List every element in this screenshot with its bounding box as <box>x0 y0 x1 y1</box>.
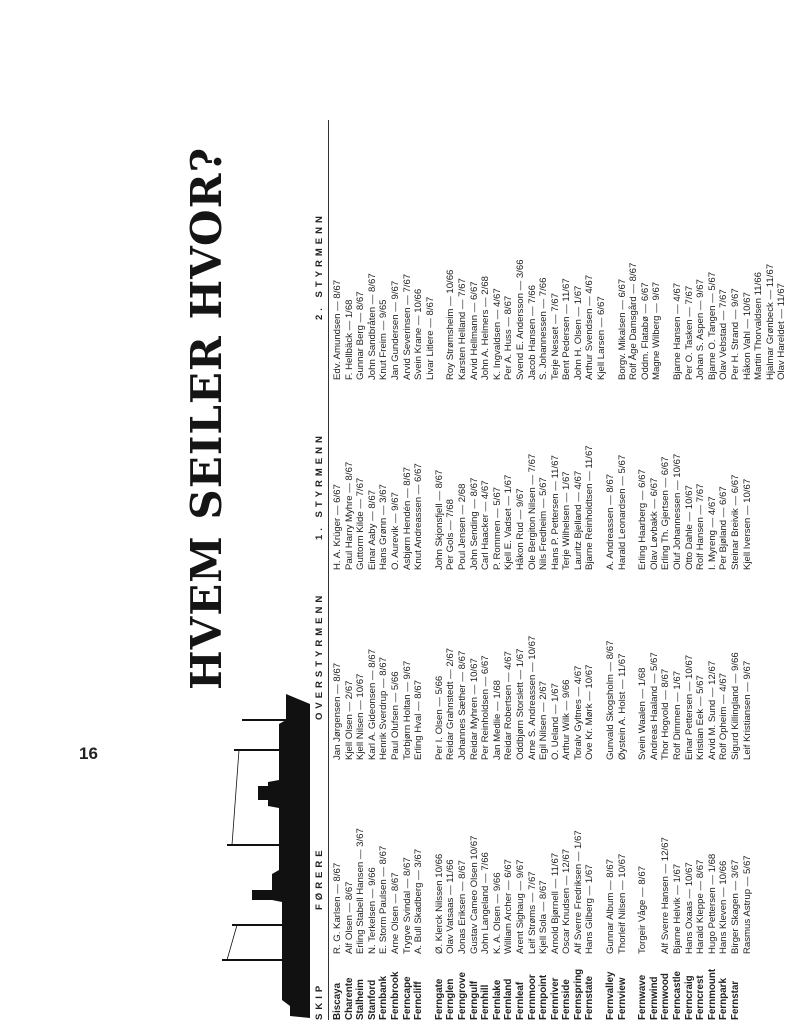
styrmenn2-entry: Terje Nesset — 7/67 <box>549 293 561 380</box>
styrmenn1-entry: Carl Haacker — 4/67 <box>480 480 492 570</box>
styrmenn1-entry: Kjell Iversen — 10/67 <box>741 478 753 570</box>
forere-entry: Alf Olsen — 8/67 <box>343 881 355 954</box>
overstyrmenn-entry: Thor Hogvold — 8/67 <box>660 668 672 760</box>
styrmenn2-entry: Svend E. Andersson — 3/66 <box>514 259 526 380</box>
rotated-table <box>172 20 788 1020</box>
overstyrmenn-entry: Andreas Haaland — 5/67 <box>648 652 660 760</box>
styrmenn1-entry: Guttorm Kilde — 7/67 <box>355 477 367 570</box>
forere-entry: John Langeland — 7/66 <box>480 852 492 954</box>
ships-entry: Fernspring <box>572 968 584 1020</box>
styrmenn1-entry: Einar Aaby — 8/67 <box>366 490 378 570</box>
forere-entry: A. Bull Skadberg — 3/67 <box>413 848 425 954</box>
forere-entry: Leif Strøms — 7/67 <box>526 871 538 954</box>
styrmenn1-entry: Steinar Breivik — 6/67 <box>730 474 741 570</box>
styrmenn1-entry: John Sending — 8/67 <box>468 477 480 570</box>
styrmenn2-entry: Arvid Severinsen — 7/67 <box>401 273 413 380</box>
styrmenn2-entry: Olav Vebstad — 7/67 <box>718 289 730 380</box>
forere-entry: Arent Sighaug — 9/67 <box>514 859 526 954</box>
forere-entry: Hugo Pettersen — 1/68 <box>706 853 718 954</box>
styrmenn1-entry: Knut Andreassen — 6/67 <box>413 463 425 570</box>
header-forere: FØRERE <box>314 846 325 910</box>
styrmenn2-entry: Gunnar Berg — 8/67 <box>355 291 367 380</box>
forere-entry: K. A. Olsen — 9/66 <box>491 872 503 954</box>
ships-entry: Fernhill <box>480 984 492 1020</box>
forere-entry: E. Storm Paulsen — 8/67 <box>378 845 390 954</box>
styrmenn1-column <box>332 445 753 570</box>
styrmenn2-entry: F. Hellbäck — 1/68 <box>343 299 355 380</box>
forere-entry: Birger Skagen — 3/67 <box>730 859 741 954</box>
overstyrmenn-entry: O. Ueland — 1/67 <box>549 683 561 760</box>
overstyrmenn-entry: Arthur Wilk — 9/66 <box>561 679 573 760</box>
header-2-styrmenn: 2. STYRMENN <box>314 212 325 320</box>
overstyrmenn-entry: Torbjørn Holtan — 9/67 <box>401 660 413 760</box>
header-overstyrmenn: OVERSTYRMENN <box>314 591 325 720</box>
styrmenn2-entry: Kjell Larsen — 6/67 <box>596 296 608 380</box>
styrmenn1-entry: Bjarne Reinholdtsen — 11/67 <box>584 445 596 570</box>
styrmenn1-entry: Hans Grønn — 3/67 <box>378 484 390 570</box>
overstyrmenn-entry: Reidar Grahnstedt — 2/67 <box>445 648 457 760</box>
styrmenn1-entry: Terje Wilhelsen — 1/67 <box>561 471 573 570</box>
styrmenn2-entry: S. Johannessen — 7/66 <box>538 277 550 380</box>
styrmenn1-entry: P. Rommen — 5/67 <box>491 486 503 570</box>
styrmenn1-entry: O. Aurevik — 9/67 <box>389 492 401 570</box>
overstyrmenn-entry: Leif Kristiansen — 9/67 <box>741 660 753 760</box>
overstyrmenn-entry: Kjell Olsen — 2/67 <box>343 680 355 760</box>
forere-entry: R. G. Karlsen — 8/67 <box>332 862 343 954</box>
styrmenn1-entry: Otto Dahle — 10/67 <box>683 485 695 570</box>
ships-entry: Ferncape <box>401 976 413 1020</box>
styrmenn1-entry: Paul Harry Myhre — 8/67 <box>343 461 355 570</box>
overstyrmenn-entry: Oddbjørn Storslett — 1/67 <box>514 648 526 760</box>
styrmenn2-entry: John H. Olsen — 1/67 <box>572 285 584 380</box>
ships-entry: Ferngulf <box>468 980 480 1020</box>
styrmenn2-entry: Borgv. Mikalsen — 6/67 <box>616 278 628 380</box>
styrmenn1-entry: Håkon Rud — 9/67 <box>514 488 526 570</box>
ships-entry: Fernstar <box>730 980 741 1020</box>
overstyrmenn-entry: Einar Pettersen — 10/67 <box>683 654 695 760</box>
overstyrmenn-entry: Per Reinholdsen — 6/67 <box>480 655 492 760</box>
styrmenn2-entry: Johan S. Aspen — 9/67 <box>695 279 707 380</box>
forere-entry: Thorleif Nilsen — 10/67 <box>616 853 628 954</box>
overstyrmenn-entry: Erling Hval — 8/67 <box>413 680 425 760</box>
ships-entry: Ferncrest <box>695 975 707 1020</box>
forere-entry: Hans Oxaas — 10/67 <box>683 862 695 954</box>
styrmenn2-entry: Håkon Vahl — 10/67 <box>741 292 753 380</box>
ships-entry: Fernglen <box>445 978 457 1020</box>
styrmenn1-entry: Olav Løvbakk — 6/67 <box>648 477 660 570</box>
forere-entry: Erling Stabell Hansen — 3/67 <box>355 828 367 954</box>
overstyrmenn-entry: Henrik Sverdrup — 8/67 <box>378 657 390 760</box>
header-rule <box>328 120 329 1020</box>
styrmenn2-entry: Rolf Åge Damsgård — 8/67 <box>628 262 640 380</box>
overstyrmenn-entry: Per I. Olsen — 5/66 <box>433 675 445 760</box>
overstyrmenn-entry: Rolf Dimmen — 1/67 <box>672 670 684 760</box>
styrmenn2-entry: Bent Pedersen — 11/67 <box>561 278 573 380</box>
styrmenn2-entry: Martin Thorvaldsen 11/66 <box>753 272 765 380</box>
styrmenn2-entry: Bjarne Hansen — 4/67 <box>672 282 684 380</box>
overstyrmenn-entry: Jan Medlie — 1/68 <box>491 680 503 760</box>
overstyrmenn-entry: Toralv Gyltnes — 4/67 <box>572 665 584 760</box>
ships-entry: Fernlake <box>491 979 503 1020</box>
forere-entry: Jonas Eriksen — 8/67 <box>456 860 468 954</box>
styrmenn2-entry: Olav Hareldet — 11/67 <box>776 283 788 380</box>
styrmenn2-entry: Per O. Tasken — 7/67 <box>683 285 695 380</box>
forere-entry: Ø. Klerck Nilssen 10/66 <box>433 853 445 954</box>
styrmenn2-entry: Per H. Strand — 9/67 <box>730 288 741 380</box>
forere-entry: Olav Vatsaas — 11/66 <box>445 859 457 954</box>
styrmenn1-entry: John Skjonsfjell — 8/67 <box>433 469 445 570</box>
header-1-styrmenn: 1. STYRMENN <box>314 432 325 540</box>
styrmenn1-entry: Ole Bergiton Nilsen — 7/67 <box>526 453 538 570</box>
ships-entry: Fernstate <box>584 975 596 1020</box>
styrmenn1-entry: A. Andreassen — 8/67 <box>605 474 617 570</box>
ships-entry: Ferncastle <box>672 970 684 1020</box>
forere-entry: Alf Sverre Fredriksen — 1/67 <box>572 830 584 954</box>
ships-entry: Fernview <box>616 977 628 1020</box>
overstyrmenn-entry: Karl A. Gideonsen — 8/67 <box>366 649 378 760</box>
styrmenn1-entry: Oluf Johannessen — 10/67 <box>672 453 684 570</box>
forere-entry: Harald Kleppe — 8/67 <box>695 859 707 954</box>
overstyrmenn-entry: Jan Jørgensen — 8/67 <box>332 662 343 760</box>
ships-entry: Ferngate <box>433 978 445 1020</box>
styrmenn2-entry: John A. Helmers — 2/68 <box>480 276 492 380</box>
forere-entry: Rasmus Astrup — 5/67 <box>741 855 753 954</box>
ships-entry: Fernwave <box>637 974 649 1020</box>
forere-entry: Torgeir Våge — 8/67 <box>637 866 649 954</box>
overstyrmenn-entry: Arvid M. Sund — 12/67 <box>706 660 718 760</box>
forere-entry: N. Terkelsen — 9/66 <box>366 867 378 954</box>
forere-entry: Trygve Svindal — 8/67 <box>401 857 413 954</box>
ships-entry: Fernside <box>561 979 573 1020</box>
styrmenn1-entry: Lauritz Bjelland — 4/67 <box>572 470 584 570</box>
ship-column <box>332 969 742 1020</box>
styrmenn2-entry: Svein Krane — 10/66 <box>413 288 425 380</box>
ships-entry: Ferngrove <box>456 972 468 1020</box>
ships-entry: Fernmoor <box>526 974 538 1020</box>
styrmenn2-entry: Arthur Svendsen — 4/67 <box>584 274 596 380</box>
overstyrmenn-entry: Kjell Nilsen — 10/67 <box>355 673 367 760</box>
styrmenn2-entry: Magne Wilberg — 9/67 <box>651 281 663 380</box>
overstyrmenn-entry: Kristian Eek — 5/67 <box>695 675 707 760</box>
styrmenn2-entry: Edv. Amundsen — 8/67 <box>332 279 343 380</box>
styrmenn2-entry: Jacob Hansen — 7/66 <box>526 285 538 380</box>
header-skip: SKIP <box>314 981 325 1020</box>
styrmenn2-column <box>332 259 788 380</box>
page-number: 16 <box>79 744 98 763</box>
overstyrmenn-entry: Arne S. Andreassen — 10/67 <box>526 635 538 760</box>
styrmenn1-entry: Erling Th. Gjertsen — 6/67 <box>660 456 672 570</box>
styrmenn2-entry: Arvid Hellmann — 6/67 <box>468 281 480 380</box>
styrmenn2-entry: Livar Litlere — 8/67 <box>424 296 436 380</box>
forere-entry: Kjell Sola — 8/67 <box>538 880 550 954</box>
overstyrmenn-entry: Øystein A. Holst — 11/67 <box>616 653 628 760</box>
ships-entry: Fernpoint <box>538 974 550 1020</box>
forere-entry: Oscar Knudsen — 12/67 <box>561 848 573 954</box>
forere-entry: Alf Sverre Hansen — 12/67 <box>660 837 672 954</box>
styrmenn2-entry: Knut Freim — 9/65 <box>378 299 390 380</box>
overstyrmenn-entry: Svein Waalen — 1/68 <box>637 667 649 760</box>
ships-entry: Ferncraig <box>683 975 695 1020</box>
styrmenn2-entry: Bjarne O. Tangen — 5/67 <box>706 271 718 380</box>
styrmenn2-entry: Oddm. Flatabø — 6/67 <box>639 282 651 380</box>
ships-entry: Fernland <box>503 978 515 1020</box>
ships-entry: Fernwind <box>648 976 660 1020</box>
forere-entry: Gustav Cameo Olsen 10/67 <box>468 835 480 954</box>
styrmenn1-entry: Kjell E. Vadset — 1/67 <box>503 474 515 570</box>
overstyrmenn-entry: Reidar Myhren — 10/67 <box>468 658 480 760</box>
styrmenn2-entry: Hjalmar Grønbeck — 11/67 <box>764 263 776 380</box>
ships-entry: Fernmount <box>706 968 718 1020</box>
styrmenn1-entry: Hans P. Pettersen — 11/67 <box>549 455 561 570</box>
overstyrmenn-entry: Ove Kr. Mørk — 10/67 <box>584 664 596 760</box>
ships-entry: Charente <box>343 977 355 1020</box>
styrmenn2-entry: Karsten Helland — 7/67 <box>456 278 468 380</box>
styrmenn1-entry: Poul Jensen — 2/68 <box>456 483 468 570</box>
forere-entry: Hans Kleven — 10/66 <box>718 860 730 954</box>
ships-entry: Stanford <box>366 979 378 1020</box>
ships-entry: Fernvalley <box>605 971 617 1020</box>
styrmenn1-entry: Nils Fredheim — 5/67 <box>538 477 550 570</box>
styrmenn1-entry: I. Myreng — 4/67 <box>706 496 718 570</box>
overstyrmenn-entry: Johannes Sæther — 8/67 <box>456 650 468 760</box>
styrmenn1-entry: Harald Leonardsen — 5/67 <box>616 454 628 570</box>
styrmenn1-entry: Erling Haarberg — 6/67 <box>637 469 649 570</box>
forere-entry: Bjarne Helvik — 1/67 <box>672 863 684 954</box>
page-title: HVEM SEILER HVOR? <box>182 146 231 690</box>
overstyrmenn-entry: Sigurd Killingland — 9/66 <box>730 652 741 760</box>
styrmenn1-entry: Asbjørn Hendén — 8/67 <box>401 467 413 570</box>
ships-entry: Stalheim <box>355 979 367 1020</box>
forere-entry: Gunnar Album — 8/67 <box>605 859 617 954</box>
forere-entry: Arnold Bjørnell — 11/67 <box>549 852 561 954</box>
ships-entry: Fernleaf <box>514 981 526 1020</box>
forere-entry <box>649 828 661 954</box>
ships-entry: Ferncliff <box>413 981 425 1020</box>
styrmenn2-entry: Jan Gundersen — 9/67 <box>389 280 401 380</box>
ships-entry: Fernbank <box>378 975 390 1020</box>
styrmenn1-entry: H. A. Krüger — 6/67 <box>332 484 343 570</box>
ships-entry: Fernbrook <box>389 971 401 1020</box>
styrmenn2-entry: John Sandbråten — 8/67 <box>366 273 378 380</box>
overstyrmenn-entry: Rolf Opheim — 4/67 <box>718 673 730 760</box>
styrmenn2-entry: K. Ingvaldsen — 4/67 <box>491 288 503 380</box>
ships-entry: Biscaya <box>332 982 343 1020</box>
overstyrmenn-entry: Gunvald Skogsholm — 8/67 <box>605 640 617 760</box>
forere-entry: William Archer — 6/67 <box>503 859 515 954</box>
overstyrmenn-entry: Reidar Robertsen — 4/67 <box>503 651 515 760</box>
styrmenn2-entry: Per A. Huss — 8/67 <box>503 295 515 380</box>
styrmenn1-entry: Rolf Hansen — 7/67 <box>695 483 707 570</box>
overstyrmenn-entry: Egil Nilsen — 2/67 <box>538 681 550 760</box>
ships-entry: Fernriver <box>549 977 561 1020</box>
styrmenn1-entry: Per Bjøland — 6/67 <box>718 486 730 570</box>
overstyrmenn-column <box>332 636 753 760</box>
forere-entry: Hans Gilberg — 1/67 <box>584 864 596 954</box>
ships-entry: Fernpark <box>718 978 730 1020</box>
forere-entry: Arne Olsen — 8/67 <box>389 872 401 954</box>
overstyrmenn-entry: Paul Olufsen — 5/66 <box>389 671 401 760</box>
ships-entry: Fernwood <box>660 973 672 1020</box>
styrmenn1-entry: Per Gols — 7/68 <box>445 499 457 570</box>
forere-column <box>332 828 753 954</box>
ship-illustration <box>182 690 322 1020</box>
styrmenn2-entry: Roy Strømsheim — 10/66 <box>445 269 457 380</box>
